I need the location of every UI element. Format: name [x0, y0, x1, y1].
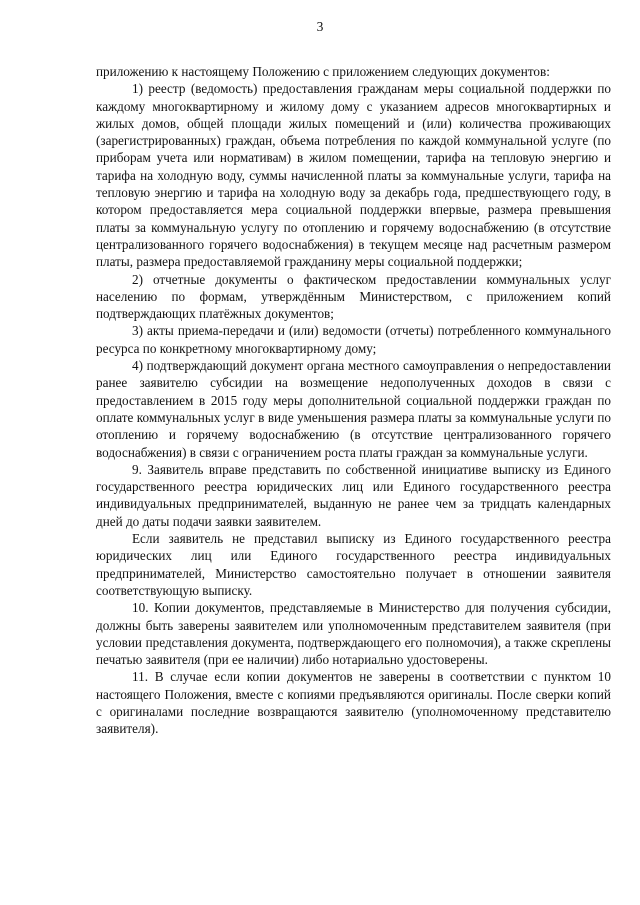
document-body	[96, 63, 611, 738]
paragraph-item-4: 4) подтверждающий документ органа местного самоуправления о непредоставлении ранее заявителю субсидии на возмещение недополученных доходов в связи с предоставлением в 2015 году меры дополнительной социальной поддержки граждан по оплате коммунальных услуг в виде уменьшения размера платы за коммунальные услуги по отоплению и горячему водоснабжению (в отсутствие централизованного горячего водоснабжения) в связи с ограничением роста платы граждан за коммунальные услуги.	[96, 358, 611, 460]
paragraph-clause-11: 11. В случае если копии документов не заверены в соответствии с пунктом 10 настоящего Положения, вместе с копиями предъявляются оригиналы. После сверки копий с оригиналами последние возвращаются заявителю (уполномоченному представителю заявителя).	[96, 669, 611, 737]
page-number: 3	[316, 19, 324, 34]
paragraph-clause-10: 10. Копии документов, представляемые в Министерство для получения субсидии, должны быть заверены заявителем или уполномоченным представителем заявителя (при условии представления документа, подтверждающего его полномочия), а также скреплены печатью заявителя (при ее наличии) либо нотариально удостоверены.	[96, 600, 611, 668]
paragraph-continuation: приложению к настоящему Положению с приложением следующих документов:	[96, 64, 550, 79]
paragraph-clause-9: 9. Заявитель вправе представить по собственной инициативе выписку из Единого государственного реестра юридических лиц или Единого государственного реестра индивидуальных предпринимателей, выданную не ранее чем за тридцать календарных дней до даты подачи заявки заявителем.	[96, 461, 611, 529]
paragraph-item-1: 1) реестр (ведомость) предоставления гражданам меры социальной поддержки по каждому многоквартирному и жилому дому с указанием адресов многоквартирных и жилых домов, общей площади жилых помещений и (или) количества проживающих (зарегистрированных) граждан, объема потребления по каждой коммунальной услуге (по приборам учета или нормативам) в жилом помещении, тарифа на тепловую энергию и тарифа на холодную воду, суммы начисленной платы за коммунальные услуги, тарифа на тепловую энергию и тарифа на холодную воду за декабрь года, предшествующего году, в котором предоставляется мера социальной поддержки впервые, размера превышения платы за коммунальную услугу по отоплению и горячему водоснабжению (в отсутствие централизованного горячего водоснабжения) в текущем месяце над расчетным размером платы, размера предоставляемой гражданину меры социальной поддержки;	[96, 81, 611, 270]
paragraph-item-2: 2) отчетные документы о фактическом предоставлении коммунальных услуг населению по формам, утверждённым Министерством, с приложением копий подтверждающих платёжных документов;	[96, 271, 611, 322]
paragraph-clause-9-extra: Если заявитель не представил выписку из Единого государственного реестра юридических лиц или Единого государственного реестра индивидуальных предпринимателей, Министерство самостоятельно получает в отношении заявителя соответствующую выписку.	[96, 531, 611, 598]
paragraph-item-3: 3) акты приема-передачи и (или) ведомости (отчеты) потребленного коммунального ресурса по конкретному многоквартирному дому;	[96, 323, 611, 356]
